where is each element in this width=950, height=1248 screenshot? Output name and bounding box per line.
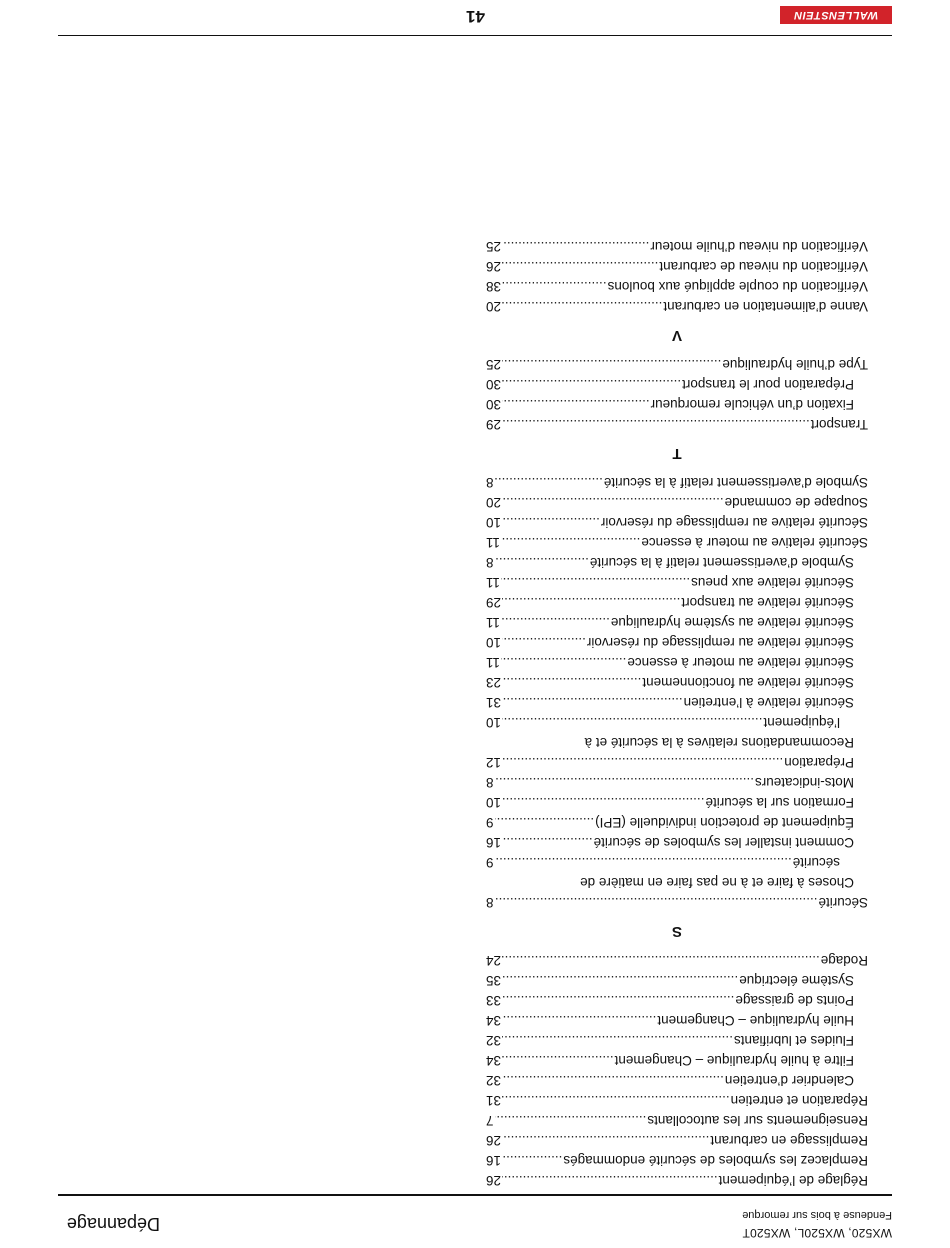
alphabetical-index [486, 236, 868, 1190]
index-subentry: Sécurité relative à l’entretien ..... 31 [486, 692, 868, 712]
index-entry: Sécurité relative au remplissage du réservoir ..... 10 [486, 512, 868, 532]
index-entry: Remplacez les symboles de sécurité endommagés ..... 16 [486, 1150, 868, 1170]
index-subentry: Sécurité relative au système hydraulique ..... 11 [486, 612, 868, 632]
index-subentry-line: Choses à faire et à ne pas faire en matière de [580, 875, 854, 890]
header-rule [58, 1194, 892, 1196]
index-subentry: Calendrier d’entretien ..... 32 [486, 1070, 868, 1090]
index-entry: Réglage de l’équipement ..... 26 [486, 1170, 868, 1190]
index-subentry-line: Recommandations relatives à la sécurité et à [584, 735, 854, 750]
index-entry: Soupape de commande ..... 20 [486, 492, 868, 512]
index-subentry-continuation: l’équipement ..... 10 [486, 712, 868, 732]
index-entry: Vérification du niveau d’huile moteur ..... 25 [486, 236, 868, 256]
index-subentry: Fixation d’un véhicule remorqueur ..... 30 [486, 394, 868, 414]
header-subtitle: Fendeuse à bois sur remorque [742, 1209, 892, 1221]
index-subentry: Comment installer les symboles de sécurité ..... 16 [486, 832, 868, 852]
index-entry: Sécurité ..... 8 [486, 892, 868, 912]
index-subentry: Système électrique ..... 35 [486, 970, 868, 990]
index-subentry: Symbole d’avertissement relatif à la sécurité ..... 8 [486, 552, 868, 572]
index-letter-s: S [672, 923, 683, 940]
index-subentry: Sécurité relative au transport ..... 29 [486, 592, 868, 612]
index-subentry: Points de graissage ..... 33 [486, 990, 868, 1010]
brand-logo: WALLENSTEIN [780, 6, 892, 24]
index-subentry: Huile hydraulique – Changement ..... 34 [486, 1010, 868, 1030]
index-entry: Renseignements sur les autocollants ..... 7 [486, 1110, 868, 1130]
index-entry: Symbole d’avertissement relatif à la sécurité ..... 8 [486, 472, 868, 492]
index-subentry: Équipement de protection individuelle (EPI) ..... 9 [486, 812, 868, 832]
index-entry: Réparation et entretien ..... 31 [486, 1090, 868, 1110]
index-subentry-continuation: sécurité ..... 9 [486, 852, 868, 872]
header-section-title: Dépannage [66, 1214, 160, 1234]
page-number: 41 [466, 7, 485, 26]
index-subentry: Formation sur la sécurité ..... 10 [486, 792, 868, 812]
index-subentry: Sécurité relative au remplissage du réservoir ..... 10 [486, 632, 868, 652]
index-entry: Type d’huile hydraulique ..... 25 [486, 354, 868, 374]
index-entry: Rodage ..... 24 [486, 950, 868, 970]
index-subentry: Sécurité relative aux pneus ..... 11 [486, 572, 868, 592]
index-letter-t: T [672, 445, 682, 462]
index-subentry: Mots-indicateurs ..... 8 [486, 772, 868, 792]
index-subentry: Sécurité relative au moteur à essence ..... 11 [486, 652, 868, 672]
index-entry: Remplissage en carburant ..... 26 [486, 1130, 868, 1150]
index-entry: Vérification du niveau de carburant ..... 26 [486, 256, 868, 276]
index-subentry: Préparation pour le transport ..... 30 [486, 374, 868, 394]
index-letter-v: V [672, 327, 683, 344]
index-entry: Sécurité relative au moteur à essence ..... 11 [486, 532, 868, 552]
header-model-names: WX520, WX520L, WX520T [742, 1226, 892, 1240]
index-entry: Transport ..... 29 [486, 414, 868, 434]
index-subentry: Sécurité relative au fonctionnement ..... 23 [486, 672, 868, 692]
index-subentry: Fluides et lubrifiants ..... 32 [486, 1030, 868, 1050]
index-subentry: Filtre à huile hydraulique – Changement ..... 34 [486, 1050, 868, 1070]
footer-rule [58, 35, 892, 36]
index-entry: Vérification du couple appliqué aux boulons ..... 38 [486, 276, 868, 296]
index-subentry: Préparation ..... 12 [486, 752, 868, 772]
index-entry: Vanne d’alimentation en carburant ..... 20 [486, 296, 868, 316]
